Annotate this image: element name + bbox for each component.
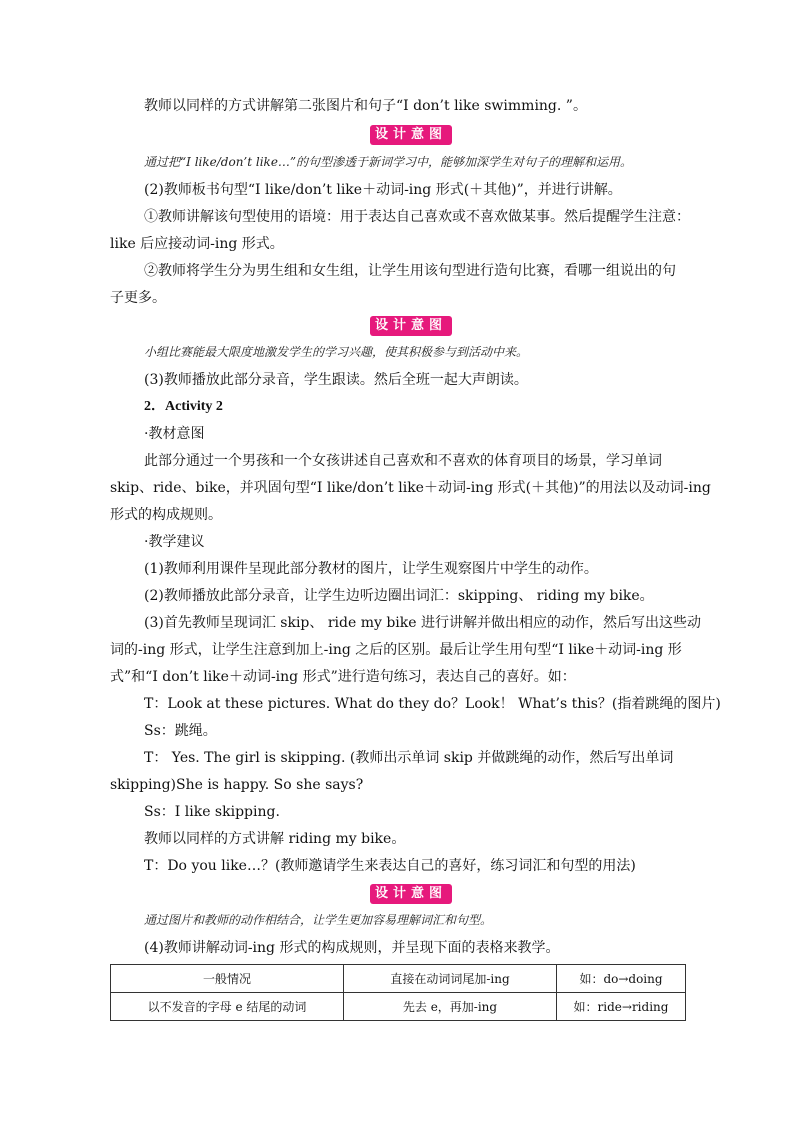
- paragraph: 教师以同样的方式讲解第二张图片和句子“I don’t like swimming. ”。: [144, 98, 587, 114]
- table-cell: 一般情况: [111, 965, 344, 993]
- section-heading: 2．Activity 2: [144, 399, 223, 414]
- design-intent-badge: 设计意图: [370, 316, 452, 336]
- subsection-label: ·教学建议: [144, 534, 205, 550]
- paragraph: (4)教师讲解动词-ing 形式的构成规则，并呈现下面的表格来教学。: [144, 940, 560, 956]
- table-row: [111, 965, 686, 993]
- paragraph: (2)教师板书句型“I like/don’t like＋动词-ing 形式(＋其他)”，并进行讲解。: [144, 182, 622, 198]
- ing-rules-table: [110, 964, 686, 1021]
- paragraph: 形式的构成规则。: [110, 507, 222, 523]
- paragraph: 词的-ing 形式，让学生注意到加上-ing 之后的区别。最后让学生用句型“I like＋动词-ing 形: [110, 642, 682, 658]
- design-intent-badge: 设计意图: [370, 884, 452, 904]
- table-row: [111, 993, 686, 1021]
- dialogue-line: skipping)She is happy. So she says?: [110, 777, 364, 793]
- dialogue-line: Ss：跳绳。: [144, 723, 217, 739]
- design-intent-badge: 设计意图: [370, 125, 452, 145]
- paragraph: 子更多。: [110, 290, 166, 306]
- paragraph: ②教师将学生分为男生组和女生组，让学生用该句型进行造句比赛，看哪一组说出的句: [144, 263, 676, 279]
- dialogue-line: T：Do you like…？(教师邀请学生来表达自己的喜好，练习词汇和句型的用法): [144, 858, 636, 874]
- table-cell: 先去 e，再加-ing: [344, 993, 557, 1021]
- paragraph: like 后应接动词-ing 形式。: [110, 236, 284, 252]
- table-cell: 直接在动词词尾加-ing: [344, 965, 557, 993]
- dialogue-line: Ss：I like skipping.: [144, 804, 280, 820]
- dialogue-line: T：Look at these pictures. What do they do？Look！ What’s this？(指着跳绳的图片): [144, 696, 721, 712]
- paragraph: 教师以同样的方式讲解 riding my bike。: [144, 831, 406, 847]
- design-intent-note: 小组比赛能最大限度地激发学生的学习兴趣，使其积极参与到活动中来。: [144, 345, 529, 359]
- design-intent-note: 通过图片和教师的动作相结合，让学生更加容易理解词汇和句型。: [144, 913, 493, 927]
- table-cell: 以不发音的字母 e 结尾的动词: [111, 993, 344, 1021]
- dialogue-line: T： Yes. The girl is skipping. (教师出示单词 skip 并做跳绳的动作，然后写出单词: [144, 750, 674, 766]
- paragraph: skip、ride、bike，并巩固句型“I like/don’t like＋动词-ing 形式(＋其他)”的用法以及动词-ing: [110, 480, 711, 496]
- paragraph: (3)首先教师呈现词汇 skip、 ride my bike 进行讲解并做出相应的动作，然后写出这些动: [144, 615, 701, 631]
- paragraph: ①教师讲解该句型使用的语境：用于表达自己喜欢或不喜欢做某事。然后提醒学生注意：: [144, 209, 690, 225]
- paragraph: (1)教师利用课件呈现此部分教材的图片，让学生观察图片中学生的动作。: [144, 561, 598, 577]
- paragraph: 式”和“I don’t like＋动词-ing 形式”进行造句练习，表达自己的喜好。如：: [110, 669, 576, 685]
- subsection-label: ·教材意图: [144, 426, 205, 442]
- paragraph: 此部分通过一个男孩和一个女孩讲述自己喜欢和不喜欢的体育项目的场景，学习单词: [144, 453, 662, 469]
- paragraph: (2)教师播放此部分录音，让学生边听边圈出词汇：skipping、 riding my bike。: [144, 588, 654, 604]
- table-cell: 如：do→doing: [557, 965, 686, 993]
- paragraph: (3)教师播放此部分录音，学生跟读。然后全班一起大声朗读。: [144, 372, 528, 388]
- table-cell: 如：ride→riding: [557, 993, 686, 1021]
- design-intent-note: 通过把“I like/don’t like…”的句型渗透于新词学习中，能够加深学生对句子的理解和运用。: [144, 155, 633, 169]
